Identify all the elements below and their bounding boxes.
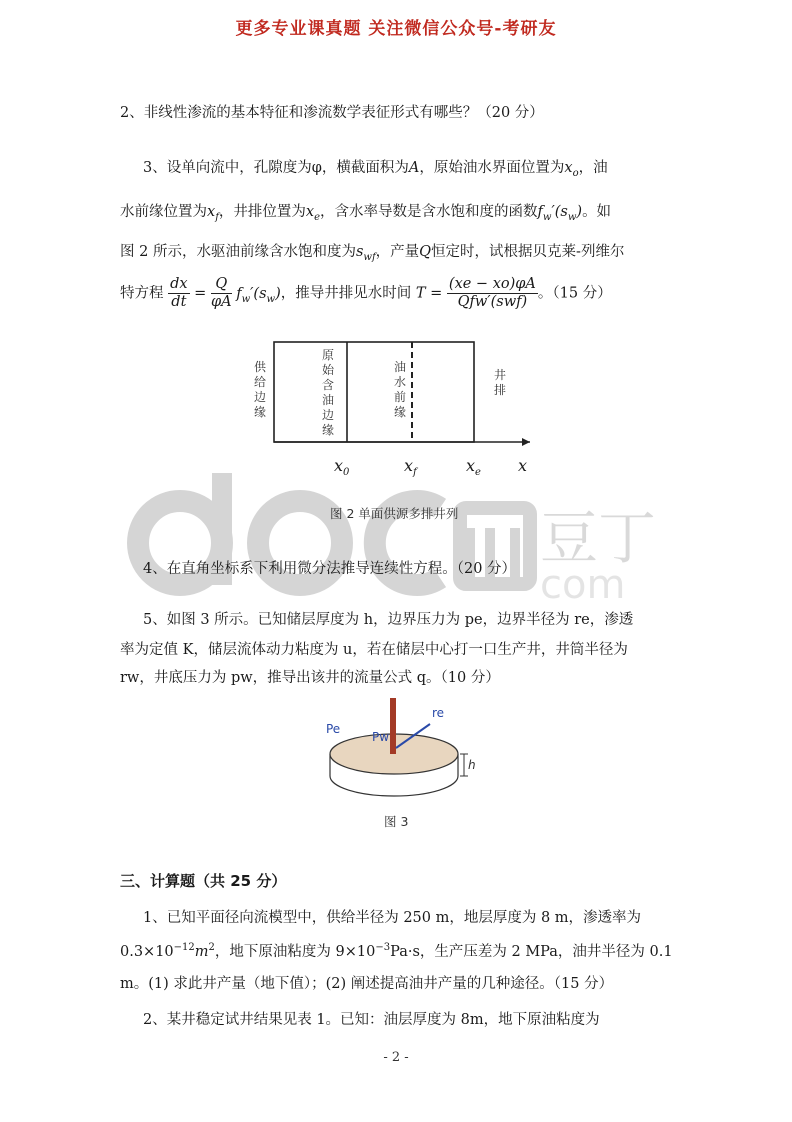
docin-cn-text: 豆丁 [540,504,657,572]
fig3-h-label: h [468,758,476,772]
fig2-arrow [522,438,530,446]
docin-watermark [120,468,720,608]
fig2-x0: $x_0$ [334,456,350,479]
fig2-xf: $x_f$ [404,456,417,479]
fig2-label-front: 油水前缘 [394,360,407,419]
fraction-time: $\frac{(xe - xo)\varphi A}{\text{Qfw′(swf)}}$ [448,276,536,310]
q5-line-3: rw，井底压力为 pw，推导出该井的流量公式 q。（10 分） [120,670,500,686]
fraction-q-phia: $\frac{Q}{\varphi A}$ [210,276,232,310]
calc1-line-1: 1、已知平面径向流模型中，供给半径为 250 m，地层厚度为 8 m，渗透率为 [143,910,642,926]
fig2-label-supply: 供给边缘 [254,360,267,419]
fig2-label-well: 井排 [494,368,507,397]
docin-com-text: com [540,562,626,608]
figure-3 [318,694,488,804]
fig3-pe-label: Pe [326,722,341,736]
figure-2 [240,336,540,479]
fig2-label-oow: 原始含油边缘 [322,348,335,437]
section-3-title: 三、计算题（共 25 分） [120,872,287,890]
q5-line-1: 5、如图 3 所示。已知储层厚度为 h，边界压力为 pe，边界半径为 re，渗透 [143,612,634,628]
fig2-caption: 图 2 单面供源多排井列 [330,506,459,521]
q3-line-4: 特方程 $\frac{dx}{dt}$ = $\frac{Q}{\varphi A}$ $f_w'(s_w)$，推导井排见水时间 T = $\frac{(xe - xo)\varphi A}{\text{Qfw′(swf)}}$ 。（15 分） [120,276,612,310]
fig3-wellbore [390,698,396,754]
fig2-x: x [518,456,528,475]
page-number: - 2 - [383,1050,409,1065]
calc2-line-1: 2、某井稳定试井结果见表 1。已知：油层厚度为 8m，地下原油粘度为 [143,1012,600,1028]
fig3-pw-label: Pw [372,730,390,744]
q3-line-3: 图 2 所示，水驱油前缘含水饱和度为$s_{wf}$，产量Q恒定时，试根据贝克莱-列维尔 [120,244,625,263]
q3-line-1: 3、设单向流中，孔隙度为φ，横截面积为A，原始油水界面位置为$x_o$，油 [143,160,608,179]
header-banner: 更多专业课真题 关注微信公众号-考研友 [235,19,557,39]
fig3-caption: 图 3 [384,814,409,829]
fig3-re-label: re [432,706,445,720]
fig2-frame [274,342,474,442]
question-2: 2、非线性渗流的基本特征和渗流数学表征形式有哪些？（20 分） [120,105,544,121]
fig2-xe: $x_e$ [466,456,481,479]
question-4: 4、在直角坐标系下利用微分法推导连续性方程。（20 分） [143,561,517,577]
q3-line-2: 水前缘位置为$x_f$，井排位置为$x_e$，含水率导数是含水饱和度的函数$f_w'(s_w)$。如 [120,204,612,223]
fraction-dxdt: $\frac{dx}{dt}$ [170,276,188,310]
calc1-line-3: m。(1) 求此井产量（地下值）；(2) 阐述提高油井产量的几种途径。（15 分） [120,976,614,992]
q5-line-2: 率为定值 K，储层流体动力粘度为 u，若在储层中心打一口生产井，井筒半径为 [120,642,628,658]
calc1-line-2: $0.3\times 10^{-12}m^2$，地下原油粘度为 $9\times 10^{-3}Pa\cdot s$，生产压差为 2 MPa，油井半径为 0.1 [120,942,673,960]
